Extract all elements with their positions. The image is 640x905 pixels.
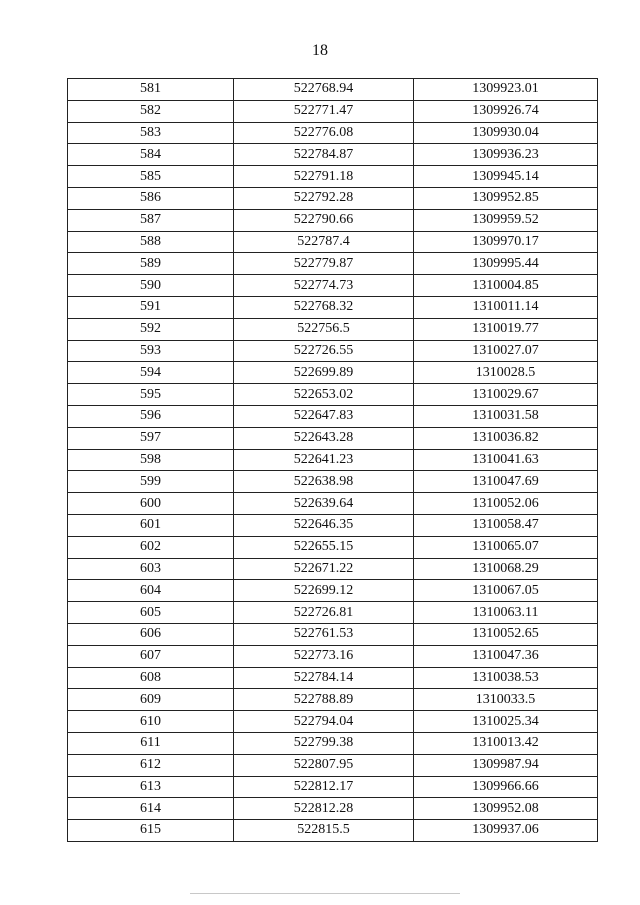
table-row: [68, 732, 598, 754]
y-coordinate-cell: 1310065.07: [414, 536, 598, 558]
x-coordinate-cell: 522768.32: [234, 296, 414, 318]
x-coordinate-cell: 522768.94: [234, 79, 414, 101]
x-coordinate-cell: 522699.12: [234, 580, 414, 602]
table-row: [68, 427, 598, 449]
y-coordinate-cell: 1310027.07: [414, 340, 598, 362]
table-row: [68, 187, 598, 209]
point-number-cell: 611: [68, 732, 234, 754]
x-coordinate-cell: 522653.02: [234, 384, 414, 406]
table-row: [68, 384, 598, 406]
point-number-cell: 608: [68, 667, 234, 689]
table-row: [68, 122, 598, 144]
point-number-cell: 612: [68, 754, 234, 776]
y-coordinate-cell: 1310004.85: [414, 275, 598, 297]
y-coordinate-cell: 1309995.44: [414, 253, 598, 275]
point-number-cell: 596: [68, 405, 234, 427]
y-coordinate-cell: 1310033.5: [414, 689, 598, 711]
table-row: [68, 536, 598, 558]
x-coordinate-cell: 522771.47: [234, 100, 414, 122]
x-coordinate-cell: 522756.5: [234, 318, 414, 340]
x-coordinate-cell: 522794.04: [234, 711, 414, 733]
point-number-cell: 604: [68, 580, 234, 602]
table-row: [68, 493, 598, 515]
x-coordinate-cell: 522726.55: [234, 340, 414, 362]
point-number-cell: 607: [68, 645, 234, 667]
x-coordinate-cell: 522784.14: [234, 667, 414, 689]
y-coordinate-cell: 1310036.82: [414, 427, 598, 449]
x-coordinate-cell: 522815.5: [234, 820, 414, 842]
y-coordinate-cell: 1309959.52: [414, 209, 598, 231]
x-coordinate-cell: 522726.81: [234, 602, 414, 624]
point-number-cell: 593: [68, 340, 234, 362]
x-coordinate-cell: 522791.18: [234, 166, 414, 188]
y-coordinate-cell: 1310031.58: [414, 405, 598, 427]
point-number-cell: 614: [68, 798, 234, 820]
y-coordinate-cell: 1309952.85: [414, 187, 598, 209]
x-coordinate-cell: 522647.83: [234, 405, 414, 427]
point-number-cell: 586: [68, 187, 234, 209]
x-coordinate-cell: 522776.08: [234, 122, 414, 144]
table-row: [68, 209, 598, 231]
table-row: [68, 776, 598, 798]
point-number-cell: 598: [68, 449, 234, 471]
x-coordinate-cell: 522774.73: [234, 275, 414, 297]
x-coordinate-cell: 522807.95: [234, 754, 414, 776]
point-number-cell: 581: [68, 79, 234, 101]
y-coordinate-cell: 1310052.06: [414, 493, 598, 515]
y-coordinate-cell: 1310047.36: [414, 645, 598, 667]
point-number-cell: 587: [68, 209, 234, 231]
x-coordinate-cell: 522639.64: [234, 493, 414, 515]
y-coordinate-cell: 1309987.94: [414, 754, 598, 776]
y-coordinate-cell: 1310041.63: [414, 449, 598, 471]
point-number-cell: 600: [68, 493, 234, 515]
table-row: [68, 754, 598, 776]
point-number-cell: 583: [68, 122, 234, 144]
x-coordinate-cell: 522799.38: [234, 732, 414, 754]
table-row: [68, 79, 598, 101]
y-coordinate-cell: 1309930.04: [414, 122, 598, 144]
y-coordinate-cell: 1309937.06: [414, 820, 598, 842]
x-coordinate-cell: 522699.89: [234, 362, 414, 384]
y-coordinate-cell: 1309952.08: [414, 798, 598, 820]
table-row: [68, 275, 598, 297]
point-number-cell: 585: [68, 166, 234, 188]
point-number-cell: 609: [68, 689, 234, 711]
point-number-cell: 591: [68, 296, 234, 318]
table-row: [68, 405, 598, 427]
table-row: [68, 514, 598, 536]
y-coordinate-cell: 1310028.5: [414, 362, 598, 384]
table-row: [68, 471, 598, 493]
y-coordinate-cell: 1309923.01: [414, 79, 598, 101]
table-row: [68, 820, 598, 842]
y-coordinate-cell: 1310052.65: [414, 623, 598, 645]
table-row: [68, 231, 598, 253]
point-number-cell: 610: [68, 711, 234, 733]
point-number-cell: 589: [68, 253, 234, 275]
x-coordinate-cell: 522787.4: [234, 231, 414, 253]
point-number-cell: 603: [68, 558, 234, 580]
table-row: [68, 340, 598, 362]
x-coordinate-cell: 522784.87: [234, 144, 414, 166]
point-number-cell: 584: [68, 144, 234, 166]
y-coordinate-cell: 1309970.17: [414, 231, 598, 253]
y-coordinate-cell: 1310058.47: [414, 514, 598, 536]
point-number-cell: 606: [68, 623, 234, 645]
point-number-cell: 601: [68, 514, 234, 536]
point-number-cell: 615: [68, 820, 234, 842]
table-row: [68, 253, 598, 275]
x-coordinate-cell: 522638.98: [234, 471, 414, 493]
table-row: [68, 580, 598, 602]
point-number-cell: 592: [68, 318, 234, 340]
y-coordinate-cell: 1309945.14: [414, 166, 598, 188]
x-coordinate-cell: 522641.23: [234, 449, 414, 471]
x-coordinate-cell: 522671.22: [234, 558, 414, 580]
x-coordinate-cell: 522646.35: [234, 514, 414, 536]
point-number-cell: 597: [68, 427, 234, 449]
table-row: [68, 602, 598, 624]
y-coordinate-cell: 1310013.42: [414, 732, 598, 754]
x-coordinate-cell: 522790.66: [234, 209, 414, 231]
point-number-cell: 582: [68, 100, 234, 122]
table-row: [68, 362, 598, 384]
y-coordinate-cell: 1310011.14: [414, 296, 598, 318]
x-coordinate-cell: 522773.16: [234, 645, 414, 667]
table-row: [68, 296, 598, 318]
table-row: [68, 623, 598, 645]
table-row: [68, 100, 598, 122]
x-coordinate-cell: 522812.17: [234, 776, 414, 798]
table-row: [68, 558, 598, 580]
point-number-cell: 590: [68, 275, 234, 297]
table-row: [68, 689, 598, 711]
y-coordinate-cell: 1310025.34: [414, 711, 598, 733]
x-coordinate-cell: 522788.89: [234, 689, 414, 711]
table-row: [68, 166, 598, 188]
point-number-cell: 602: [68, 536, 234, 558]
point-number-cell: 595: [68, 384, 234, 406]
point-number-cell: 599: [68, 471, 234, 493]
y-coordinate-cell: 1310019.77: [414, 318, 598, 340]
footer-divider: [190, 893, 460, 894]
y-coordinate-cell: 1310068.29: [414, 558, 598, 580]
table-row: [68, 144, 598, 166]
y-coordinate-cell: 1310038.53: [414, 667, 598, 689]
table-row: [68, 318, 598, 340]
x-coordinate-cell: 522643.28: [234, 427, 414, 449]
x-coordinate-cell: 522812.28: [234, 798, 414, 820]
point-number-cell: 594: [68, 362, 234, 384]
y-coordinate-cell: 1310063.11: [414, 602, 598, 624]
coordinates-table-body: [68, 79, 598, 842]
table-row: [68, 645, 598, 667]
y-coordinate-cell: 1309926.74: [414, 100, 598, 122]
x-coordinate-cell: 522792.28: [234, 187, 414, 209]
y-coordinate-cell: 1310029.67: [414, 384, 598, 406]
x-coordinate-cell: 522779.87: [234, 253, 414, 275]
coordinates-table: [67, 78, 598, 842]
table-row: [68, 798, 598, 820]
y-coordinate-cell: 1309936.23: [414, 144, 598, 166]
table-row: [68, 667, 598, 689]
point-number-cell: 588: [68, 231, 234, 253]
page-number: 18: [312, 42, 328, 59]
point-number-cell: 605: [68, 602, 234, 624]
table-row: [68, 449, 598, 471]
x-coordinate-cell: 522655.15: [234, 536, 414, 558]
point-number-cell: 613: [68, 776, 234, 798]
table-row: [68, 711, 598, 733]
y-coordinate-cell: 1310067.05: [414, 580, 598, 602]
y-coordinate-cell: 1309966.66: [414, 776, 598, 798]
x-coordinate-cell: 522761.53: [234, 623, 414, 645]
y-coordinate-cell: 1310047.69: [414, 471, 598, 493]
